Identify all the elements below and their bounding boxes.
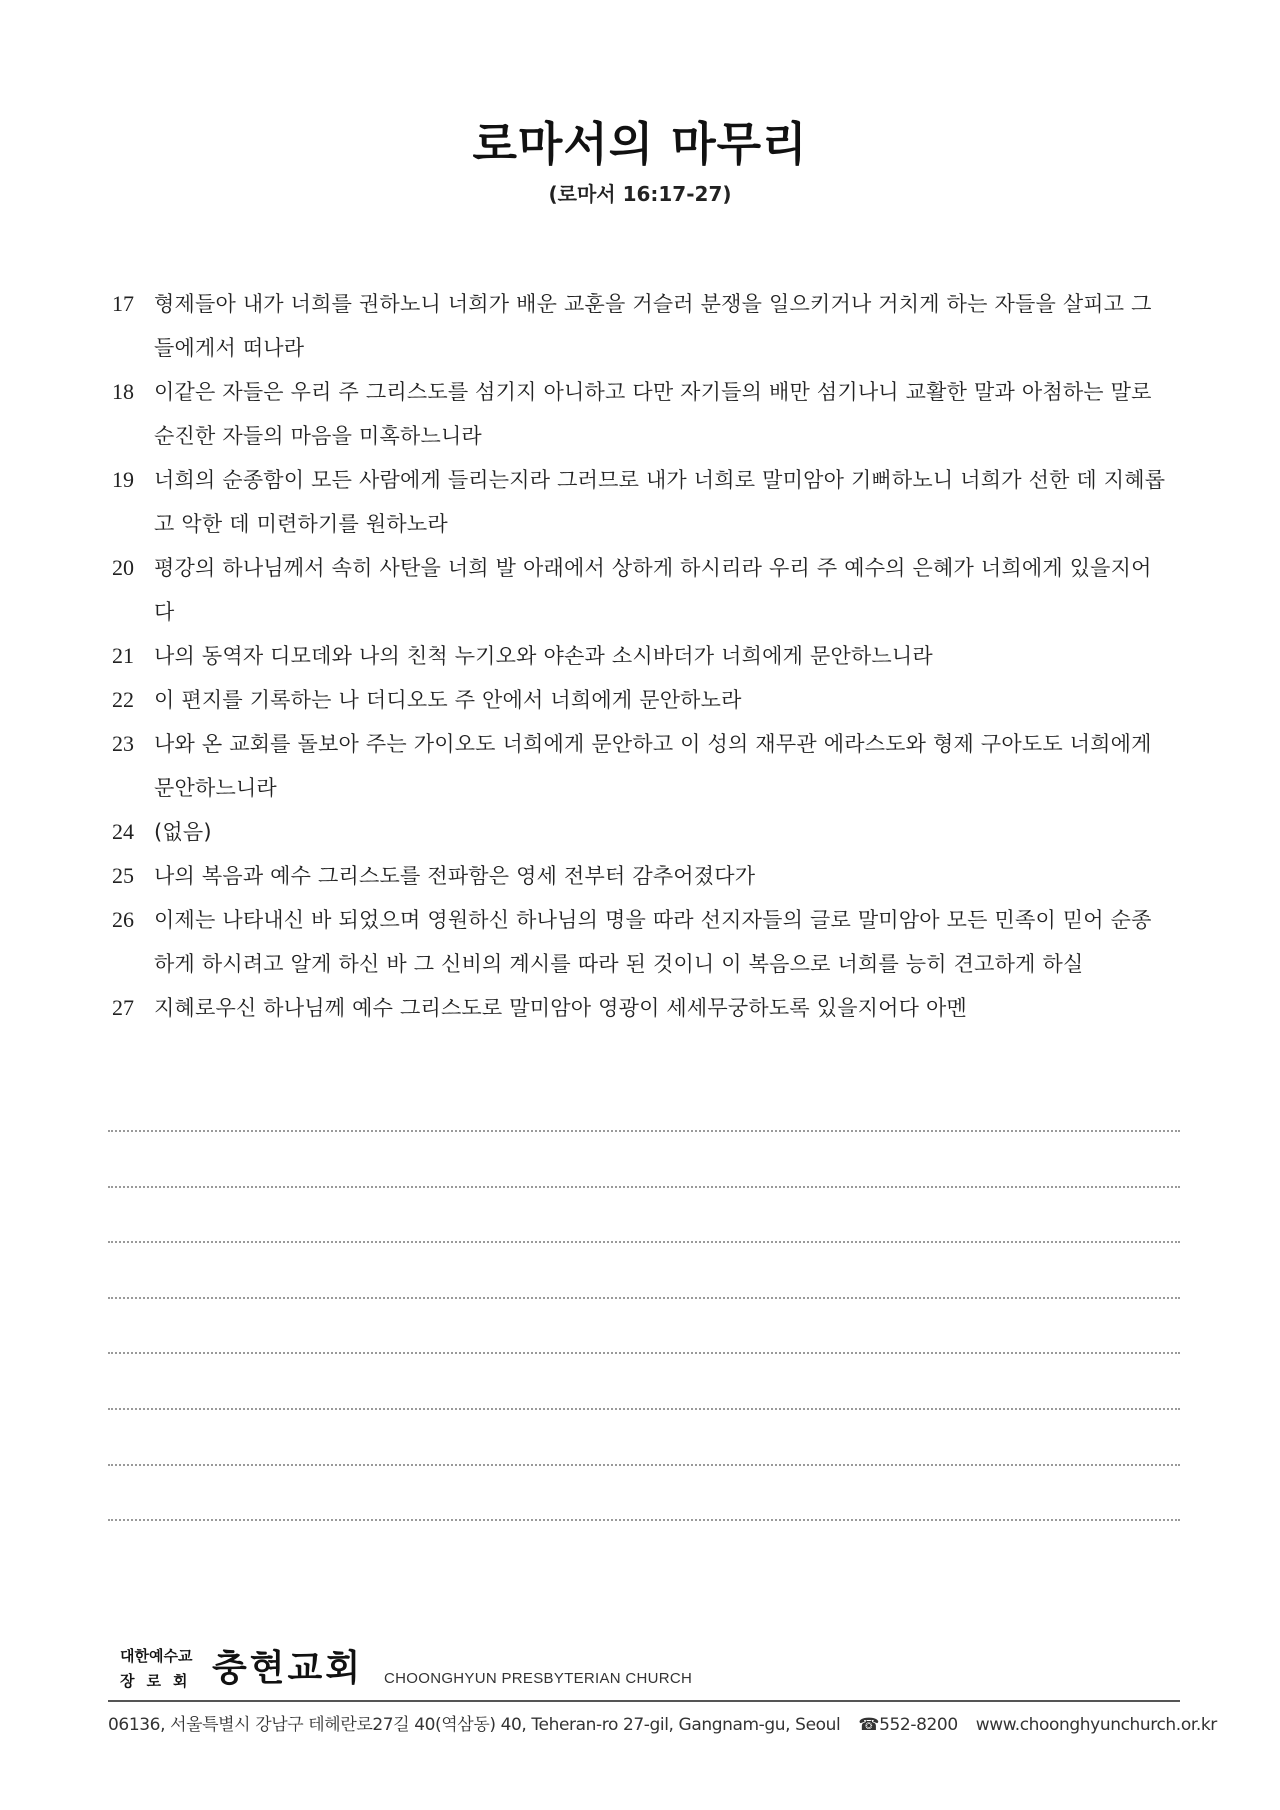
denomination-line2: 장로회: [120, 1672, 200, 1690]
church-name: 충현교회: [212, 1647, 364, 1689]
verse-number: 17: [112, 291, 134, 316]
verse-25: [112, 854, 1172, 898]
verse-number: 24: [112, 819, 134, 844]
verse-text: (없음): [154, 820, 212, 844]
phone: ☎552-8200: [858, 1715, 958, 1735]
church-name-english: CHOONGHYUN PRESBYTERIAN CHURCH: [384, 1670, 693, 1687]
denomination-label: [120, 1644, 206, 1694]
verse-text: 이 편지를 기록하는 나 더디오도 주 안에서 너희에게 문안하노라: [154, 688, 742, 712]
verse-19: [112, 458, 1172, 546]
address: 06136, 서울특별시 강남구 테헤란로27길 40(역삼동) 40, Teheran-ro 27-gil, Gangnam-gu, Seoul: [108, 1715, 841, 1735]
verse-number: 21: [112, 643, 134, 668]
verse-text: 형제들아 내가 너희를 권하노니 너희가 배운 교훈을 거슬러 분쟁을 일으키거나 거치게 하는 자들을 살피고 그들에게서 떠나라: [154, 292, 1152, 360]
verse-text: 나와 온 교회를 돌보아 주는 가이오도 너희에게 문안하고 이 성의 재무관 에라스도와 형제 구아도도 너희에게 문안하느니라: [154, 732, 1152, 800]
verse-text: 이제는 나타내신 바 되었으며 영원하신 하나님의 명을 따라 선지자들의 글로 말미암아 모든 민족이 믿어 순종하게 하시려고 알게 하신 바 그 신비의 계시를 따라 된 것이니 이 복음으로 너희를 능히 견고하게 하실: [154, 908, 1152, 976]
note-line: [108, 1352, 1180, 1354]
verse-list: [112, 282, 1172, 1030]
verse-number: 20: [112, 555, 134, 580]
verse-27: [112, 986, 1172, 1030]
note-line: [108, 1408, 1180, 1410]
verse-22: [112, 678, 1172, 722]
verse-text: 지혜로우신 하나님께 예수 그리스도로 말미암아 영광이 세세무궁하도록 있을지어다 아멘: [154, 996, 967, 1020]
page-title: 로마서의 마무리: [472, 117, 808, 171]
note-line: [108, 1130, 1180, 1132]
note-line: [108, 1297, 1180, 1299]
footer-divider: [108, 1700, 1180, 1702]
note-line: [108, 1186, 1180, 1188]
verse-number: 18: [112, 379, 134, 404]
notes-area: [108, 1130, 1180, 1575]
footer: [108, 1640, 1217, 1735]
verse-text: 나의 동역자 디모데와 나의 친척 누기오와 야손과 소시바더가 너희에게 문안하느니라: [154, 644, 933, 668]
verse-text: 나의 복음과 예수 그리스도를 전파함은 영세 전부터 감추어졌다가: [154, 864, 756, 888]
note-line: [108, 1464, 1180, 1466]
contact-info: [108, 1710, 1217, 1735]
verse-number: 27: [112, 995, 134, 1020]
church-logo: [108, 1640, 1180, 1698]
verse-23: [112, 722, 1172, 810]
verse-number: 26: [112, 907, 134, 932]
verse-17: [112, 282, 1172, 370]
verse-26: [112, 898, 1172, 986]
verse-text: 너희의 순종함이 모든 사람에게 들리는지라 그러므로 내가 너희로 말미암아 기뻐하노니 너희가 선한 데 지혜롭고 악한 데 미련하기를 원하노라: [154, 468, 1166, 536]
verse-number: 25: [112, 863, 134, 888]
note-line: [108, 1241, 1180, 1243]
verse-text: 평강의 하나님께서 속히 사탄을 너희 발 아래에서 상하게 하시리라 우리 주 예수의 은혜가 너희에게 있을지어다: [154, 556, 1152, 624]
verse-text: 이같은 자들은 우리 주 그리스도를 섬기지 아니하고 다만 자기들의 배만 섬기나니 교활한 말과 아첨하는 말로 순진한 자들의 마음을 미혹하느니라: [154, 380, 1152, 448]
note-line: [108, 1519, 1180, 1521]
website: www.choonghyunchurch.or.kr: [975, 1715, 1217, 1735]
verse-number: 19: [112, 467, 134, 492]
verse-24: [112, 810, 1172, 854]
denomination-line1: 대한예수교: [120, 1647, 193, 1665]
verse-number: 23: [112, 731, 134, 756]
scripture-reference: (로마서 16:17-27): [548, 182, 732, 206]
verse-number: 22: [112, 687, 134, 712]
verse-20: [112, 546, 1172, 634]
verse-21: [112, 634, 1172, 678]
verse-18: [112, 370, 1172, 458]
